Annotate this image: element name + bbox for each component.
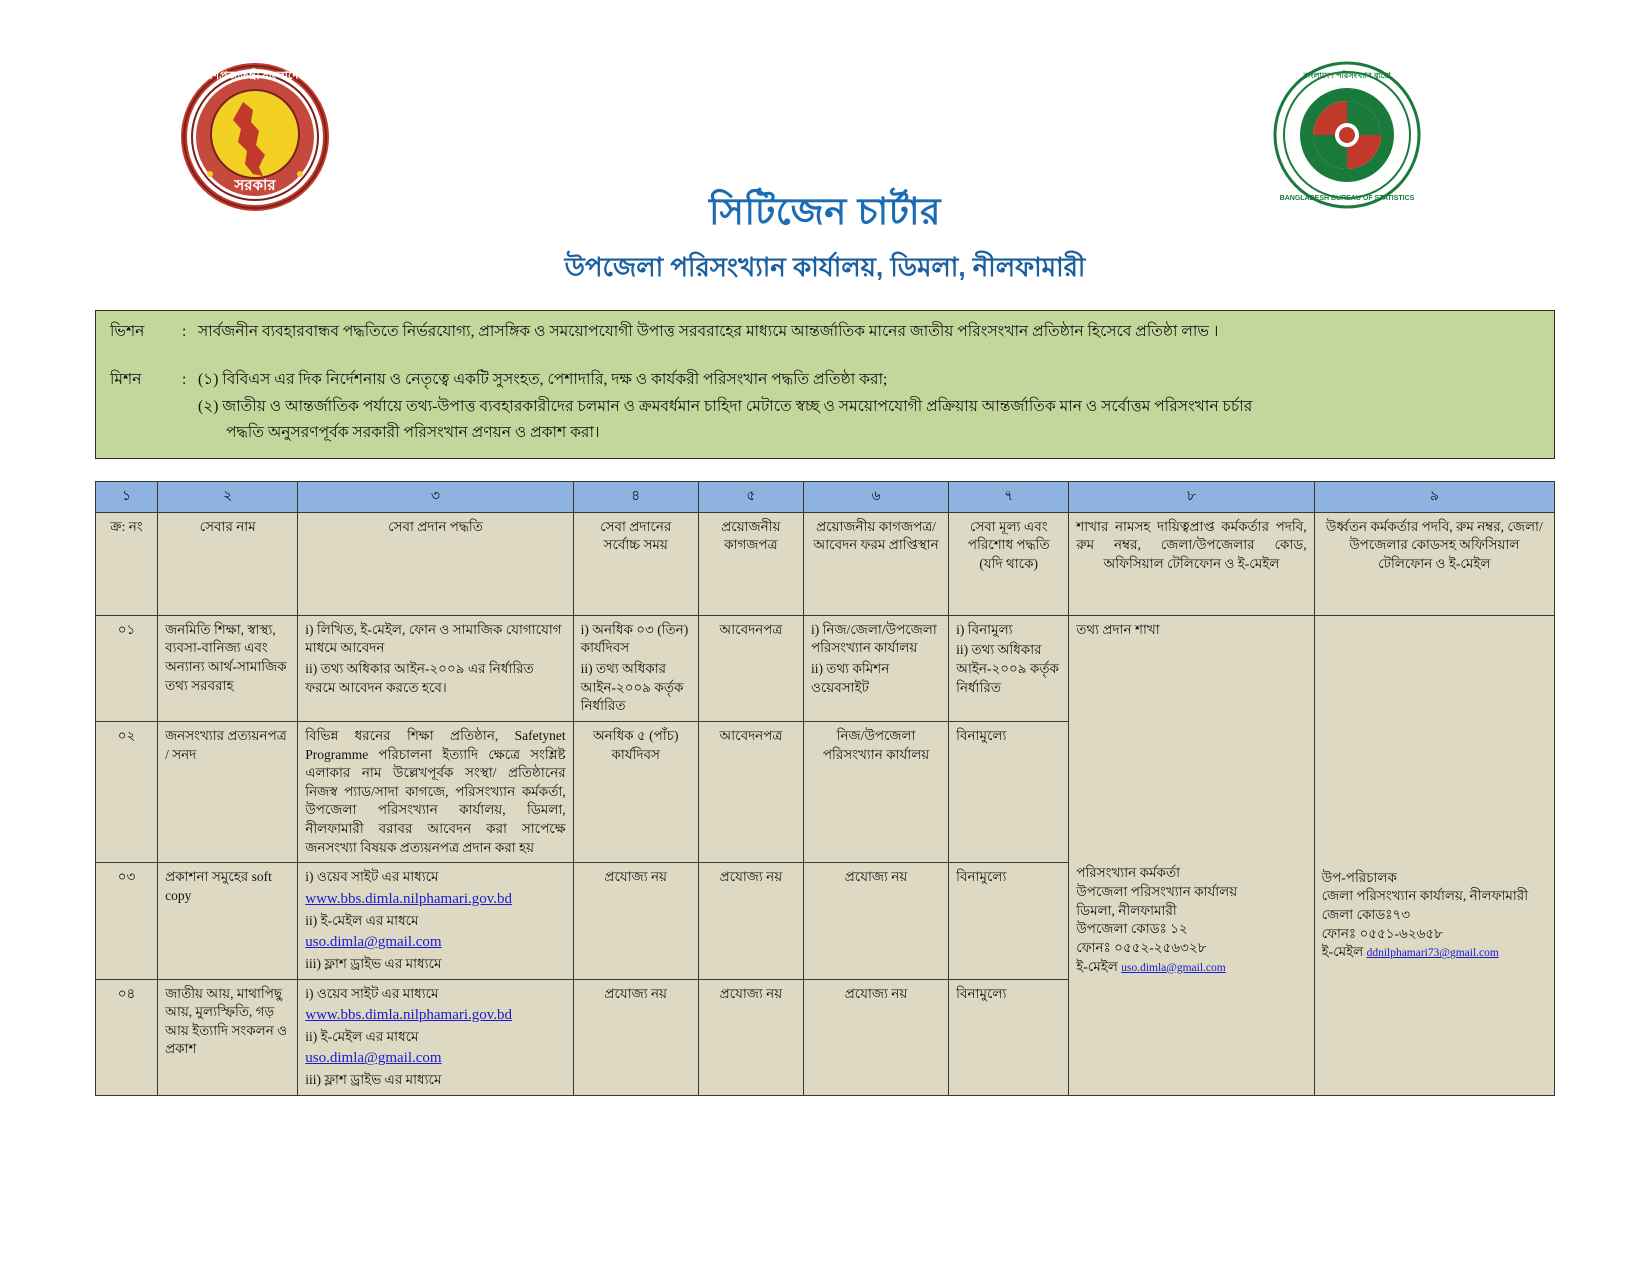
government-of-bangladesh-emblem-logo (180, 62, 330, 212)
svg-text:BANGLADESH BUREAU OF STATISTIC: BANGLADESH BUREAU OF STATISTICS (1279, 195, 1415, 202)
cell-form-source: নিজ/উপজেলা পরিসংখ্যান কার্যালয় (803, 721, 948, 862)
col-number-2: ২ (158, 482, 298, 512)
col-number-4: ৪ (573, 482, 698, 512)
col-number-3: ৩ (298, 482, 573, 512)
superior-email-row (1322, 943, 1547, 962)
superior-office: জেলা পরিসংখ্যান কার্যালয়, নীলফামারী (1321, 888, 1529, 904)
mission-row (110, 369, 1540, 444)
branch-phone: ফোনঃ ০৫৫২-২৫৬৩২৮ (1076, 939, 1207, 955)
vision-colon: : (182, 322, 187, 340)
cell-serial: ০৪ (96, 979, 158, 1095)
mission-text (198, 369, 1540, 444)
cell-form-source (803, 615, 948, 721)
website-link[interactable]: www.bbs.dimla.nilphamari.gov.bd (305, 1007, 513, 1024)
max-time-line-2: ii) তথ্য অধিকার আইন-২০০৯ কর্তৃক নির্ধারিত (580, 661, 684, 714)
method-line-3: iii) ফ্লাশ ড্রাইভ এর মাধ্যমে (305, 955, 442, 971)
col-header-form-source: প্রয়োজনীয় কাগজপত্র/ আবেদন ফরম প্রাপ্তিস্থান (803, 512, 948, 615)
branch-designation: পরিসংখ্যান কর্মকর্তা (1076, 865, 1181, 881)
branch-email-label: ই-মেইল (1076, 958, 1118, 974)
page-title: সিটিজেন চার্টার (708, 191, 942, 232)
cell-superior-officer (1314, 615, 1554, 1095)
cell-service-method (298, 615, 573, 721)
cell-service-name: প্রকাশনা সমুহের soft copy (158, 863, 298, 979)
col-number-8: ৮ (1069, 482, 1314, 512)
table-header-row (96, 512, 1555, 615)
mission-item-2-continued: পদ্ধতি অনুসরণপূর্বক সরকারী পরিসংখান প্রণয়ন ও প্রকাশ করা। (226, 423, 600, 441)
cell-form-source: প্রযোজ্য নয় (803, 863, 948, 979)
cell-form-source: প্রযোজ্য নয় (803, 979, 948, 1095)
vision-text: সার্বজনীন ব্যবহারবান্ধব পদ্ধতিতে নির্ভরযোগ্য, প্রাসঙ্গিক ও সময়োপযোগী উপাত্ত সরবরাহের মাধ্যমে আন্তর্জাতিক মানের জাতীয় পরিংসংখান প্রতিষ্ঠান হিসেবে প্রতিষ্ঠা লাভ । (198, 322, 1219, 340)
cell-branch-officer (1069, 615, 1314, 1095)
mission-item-1: (১) বিবিএস এর দিক নির্দেশনায় ও নেতৃত্বে একটি সুসংহত, পেশাদারি, দক্ষ ও কার্যকরী পরিসংখান পদ্ধতি প্রতিষ্ঠা করা; (198, 371, 888, 389)
method-line-1: i) ওয়েব সাইট এর মাধ্যমে (305, 985, 439, 1001)
cell-serial: ০৩ (96, 863, 158, 979)
vision-mission-box (95, 310, 1555, 460)
col-header-superior-officer: উর্ধ্বতন কর্মকর্তার পদবি, রুম নম্বর, জেলা/উপজেলার কোডসহ অফিসিয়াল টেলিফোন ও ই-মেইল (1314, 512, 1554, 615)
superior-phone: ফোনঃ ০৫৫১-৬২৬৫৮ (1321, 925, 1443, 941)
website-link[interactable]: www.bbs.dimla.nilphamari.gov.bd (305, 890, 513, 907)
cell-service-name: জনসংখ্যার প্রত্যয়নপত্র / সনদ (158, 721, 298, 862)
col-number-6: ৬ (803, 482, 948, 512)
col-header-branch-officer: শাখার নামসহ দায়িত্বপ্রাপ্ত কর্মকর্তার পদবি, রুম নম্বর, জেলা/উপজেলার কোড, অফিসিয়াল টেলিফোন ও ই-মেইল (1069, 512, 1314, 615)
vision-label: ভিশন (110, 322, 145, 340)
col-header-serial: ক্র: নং (96, 512, 158, 615)
col-number-5: ৫ (698, 482, 803, 512)
branch-office: উপজেলা পরিসংখ্যান কার্যালয় (1076, 884, 1238, 900)
col-header-documents: প্রয়োজনীয় কাগজপত্র (698, 512, 803, 615)
superior-email-link[interactable]: ddnilphamari73@gmail.com (1366, 947, 1499, 960)
cell-service-name: জাতীয় আয়, মাথাপিছু আয়, মুল্যস্ফিতি, গড় আয় ইত্যাদি সংকলন ও প্রকাশ (158, 979, 298, 1095)
branch-email-link[interactable]: uso.dimla@gmail.com (1121, 961, 1226, 974)
mission-item-2: (২) জাতীয় ও আন্তর্জাতিক পর্যায়ে তথ্য-উপাত্ত ব্যবহারকারীদের চলমান ও ক্রমবর্ধমান চাহিদা মেটাতে স্বচ্ছ ও সময়োপযোগী প্রক্রিয়ায় আন্তর্জাতিক মান ও সর্বোত্তম পরিসংখান চর্চার (198, 397, 1253, 415)
cell-service-method (298, 863, 573, 979)
table-column-number-row (96, 482, 1555, 512)
table-row (96, 615, 1555, 721)
max-time-line-1: i) অনধিক ০৩ (তিন) কার্যদিবস (580, 621, 689, 656)
mission-colon: : (182, 371, 187, 389)
col-header-service-name: সেবার নাম (158, 512, 298, 615)
email-link[interactable]: uso.dimla@gmail.com (305, 934, 442, 951)
fee-line-1: i) বিনামুল্য (956, 621, 1013, 637)
fee-line-2: ii) তথ্য অধিকার আইন-২০০৯ কর্তৃক নির্ধারিত (956, 642, 1059, 695)
col-number-1: ১ (96, 482, 158, 512)
branch-name: তথ্য প্রদান শাখা (1076, 621, 1160, 637)
superior-code: জেলা কোডঃ৭৩ (1321, 907, 1411, 923)
method-line-2: ii) ই-মেইল এর মাধমে (305, 912, 419, 928)
cell-serial: ০২ (96, 721, 158, 862)
cell-documents: আবেদনপত্র (698, 721, 803, 862)
col-header-fee: সেবা মূল্য এবং পরিশোধ পদ্ধতি (যদি থাকে) (949, 512, 1069, 615)
method-line-2: ii) তথ্য অধিকার আইন-২০০৯ এর নির্ধারিত ফরমে আবেদন করতে হবে। (305, 661, 534, 695)
col-number-9: ৯ (1314, 482, 1554, 512)
cell-fee: বিনামুল্যে (949, 979, 1069, 1095)
method-line-3: iii) ফ্লাশ ড্রাইভ এর মাধ্যমে (305, 1072, 442, 1088)
cell-max-time: অনধিক ৫ (পাঁচ) কার্যদিবস (573, 721, 698, 862)
method-line-1: i) লিখিত, ই-মেইল, ফোন ও সামাজিক যোগাযোগ মাধমে আবেদন (305, 621, 562, 656)
mission-label: মিশন (110, 371, 142, 389)
cell-serial: ০১ (96, 615, 158, 721)
citizen-charter-table (95, 481, 1555, 1095)
branch-location: ডিমলা, নীলফামারী (1076, 902, 1177, 918)
bangladesh-bureau-of-statistics-logo (1272, 60, 1422, 210)
cell-max-time: প্রযোজ্য নয় (573, 979, 698, 1095)
cell-max-time: প্রযোজ্য নয় (573, 863, 698, 979)
cell-fee (949, 615, 1069, 721)
branch-email-row (1076, 958, 1306, 977)
cell-fee: বিনামুল্যে (949, 721, 1069, 862)
cell-max-time (573, 615, 698, 721)
cell-documents: প্রযোজ্য নয় (698, 863, 803, 979)
superior-email-label: ই-মেইল (1321, 944, 1364, 960)
cell-service-method (298, 979, 573, 1095)
svg-text:গণপ্রজাতন্ত্রী বাংলাদেশ: গণপ্রজাতন্ত্রী বাংলাদেশ (205, 70, 305, 82)
cell-service-name: জনমিতি শিক্ষা, স্বাস্থ্য, ব্যবসা-বানিজ্য এবং অন্যান্য আর্থ-সামাজিক তথ্য সরবরাহ (158, 615, 298, 721)
page-subtitle: উপজেলা পরিসংখ্যান কার্যালয়, ডিমলা, নীলফামারী (564, 252, 1086, 283)
branch-code: উপজেলা কোডঃ ১২ (1076, 921, 1188, 937)
form-source-line-1: i) নিজ/জেলা/উপজেলা পরিসংখ্যান কার্যালয় (810, 621, 937, 656)
cell-documents: প্রযোজ্য নয় (698, 979, 803, 1095)
svg-text:সরকার: সরকার (234, 177, 276, 194)
email-link[interactable]: uso.dimla@gmail.com (305, 1050, 442, 1067)
col-header-service-method: সেবা প্রদান পদ্ধতি (298, 512, 573, 615)
cell-documents: আবেদনপত্র (698, 615, 803, 721)
col-number-7: ৭ (949, 482, 1069, 512)
method-line-1: i) ওয়েব সাইট এর মাধ্যমে (305, 869, 439, 885)
method-line-2: ii) ই-মেইল এর মাধমে (305, 1028, 419, 1044)
cell-service-method: বিভিন্ন ধরনের শিক্ষা প্রতিষ্ঠান, Safetynet Programme পরিচালনা ইত্যাদি ক্ষেত্রে সংশ্লিষ্ট এলাকার নাম উল্লেখপূর্বক সংস্থা/ প্রতিষ্ঠানের নিজস্ব প্যাড/সাদা কাগজে, পরিসংখ্যান কর্মকর্তা, উপজেলা পরিসংখ্যান কার্যালয়, ডিমলা, নীলফামারী বরাবর আবেদন করা সাপেক্ষে জনসংখ্যা বিষয়ক প্রত্যয়নপত্র প্রদান করা হয় (298, 721, 573, 862)
vision-row (110, 321, 1540, 343)
svg-text:বাংলাদেশ পরিসংখ্যান ব্যুরো: বাংলাদেশ পরিসংখ্যান ব্যুরো (1303, 71, 1391, 80)
cell-fee: বিনামুল্যে (949, 863, 1069, 979)
form-source-line-2: ii) তথ্য কমিশন ওয়েবসাইট (810, 661, 890, 695)
col-header-max-time: সেবা প্রদানের সর্বোচ্চ সময় (573, 512, 698, 615)
superior-designation: উপ-পরিচালক (1321, 869, 1397, 885)
